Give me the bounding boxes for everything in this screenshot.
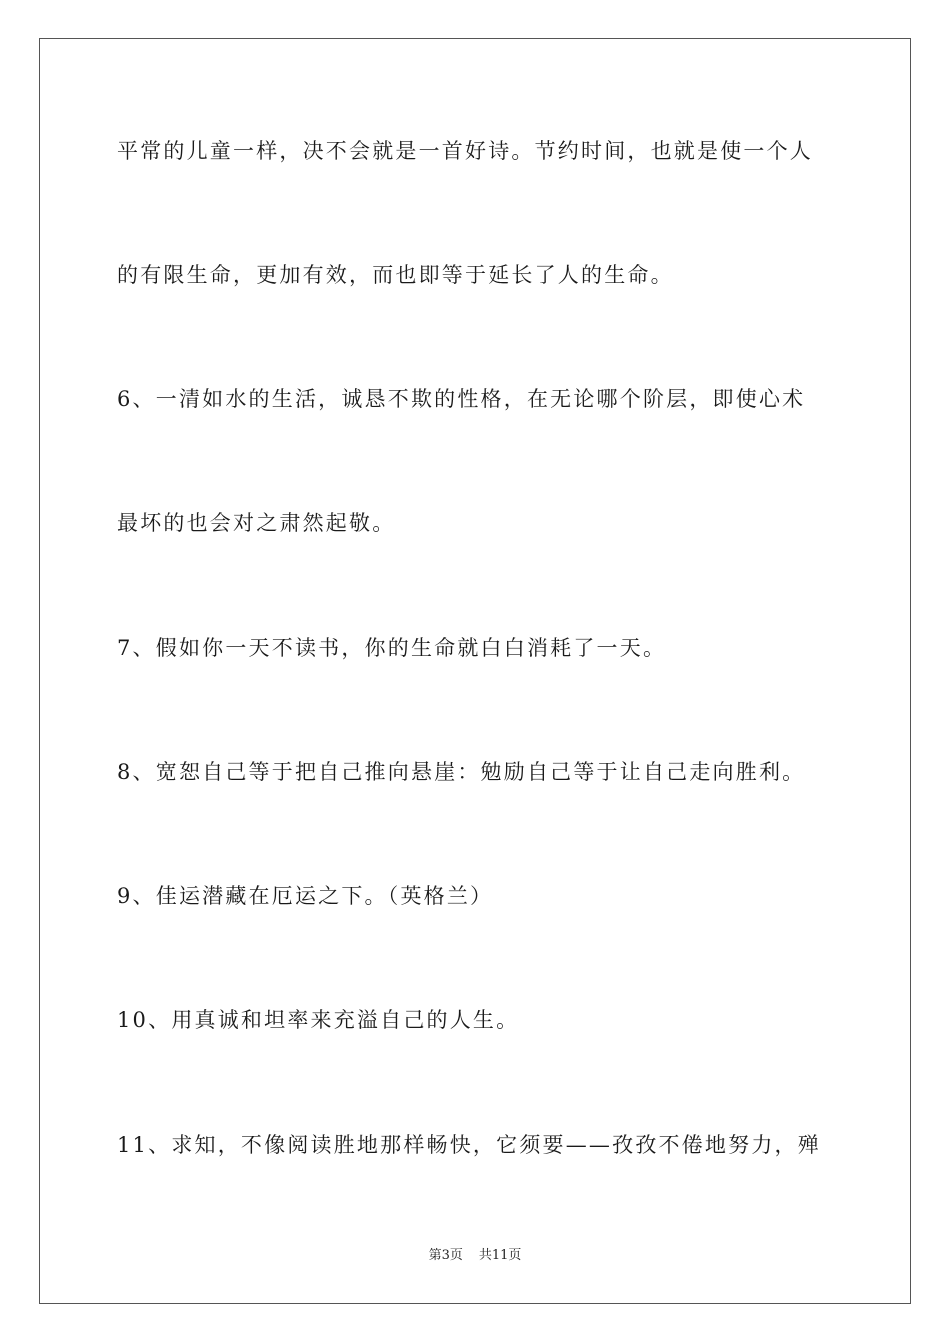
text-line-7: 9、佳运潜藏在厄运之下。（英格兰）: [117, 884, 494, 908]
page-number: 第3页: [428, 1248, 463, 1263]
text-line-1: 平常的儿童一样，决不会就是一首好诗。节约时间，也就是使一个人: [117, 139, 813, 163]
text-line-9: 11、求知，不像阅读胜地那样畅快，它须要——孜孜不倦地努力，殚: [117, 1133, 821, 1157]
text-line-5: 7、假如你一天不读书，你的生命就白白消耗了一天。: [117, 636, 667, 660]
text-line-3: 6、一清如水的生活，诚恳不欺的性格，在无论哪个阶层，即使心术: [117, 387, 806, 411]
page-footer: [0, 1247, 950, 1265]
text-line-2: 的有限生命，更加有效，而也即等于延长了人的生命。: [117, 263, 674, 287]
text-line-8: 10、用真诚和坦率来充溢自己的人生。: [117, 1008, 520, 1032]
text-line-4: 最坏的也会对之肃然起敬。: [117, 511, 396, 535]
page-frame: [39, 38, 911, 1304]
text-line-6: 8、宽恕自己等于把自己推向悬崖：勉励自己等于让自己走向胜利。: [117, 760, 806, 784]
page-total: 共11页: [478, 1248, 522, 1263]
